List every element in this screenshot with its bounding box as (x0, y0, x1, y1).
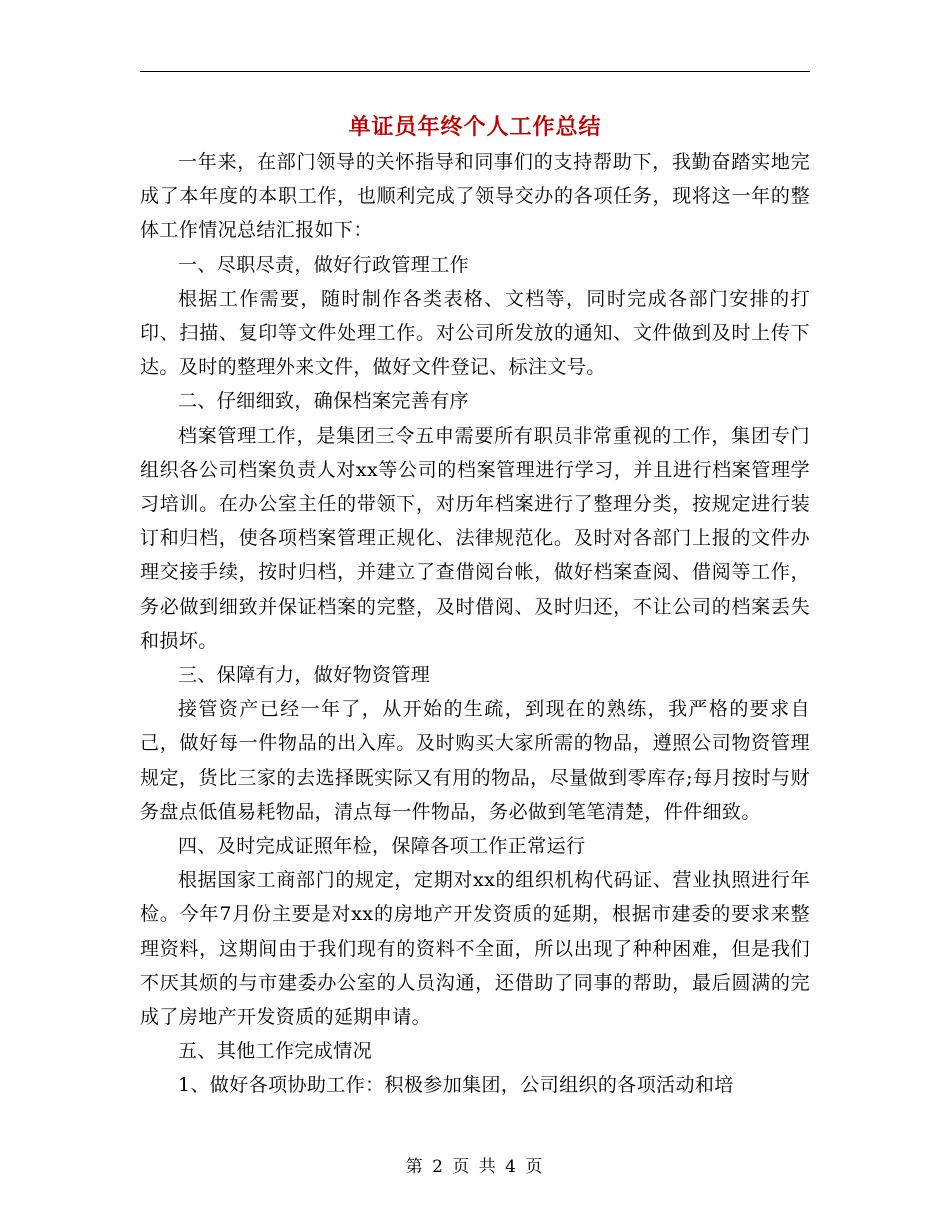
section-heading-1: 一、尽职尽责，做好行政管理工作 (178, 253, 470, 276)
section-body-1: 根据工作需要，随时制作各类表格、文档等，同时完成各部门安排的打印、扫描、复印等文件处理工作。对公司所发放的通知、文件做到及时上传下达。及时的整理外来文件，做好文件登记、标注文号。 (140, 287, 810, 379)
section-heading-3: 三、保障有力，做好物资管理 (178, 664, 431, 687)
section-body-4: 根据国家工商部门的规定，定期对xx的组织机构代码证、营业执照进行年检。今年7月份主要是对xx的房地产开发资质的延期，根据市建委的要求来整理资料，这期间由于我们现有的资料不全面，所以出现了种种困难，但是我们不厌其烦的与市建委办公室的人员沟通，还借助了同事的帮助，最后圆满的完成了房地产开发资质的延期申请。 (140, 869, 810, 1029)
section-heading-5: 五、其他工作完成情况 (178, 1040, 373, 1063)
header-rule (140, 71, 810, 72)
section-body-5: 1、做好各项协助工作：积极参加集团，公司组织的各项活动和培 (178, 1074, 734, 1097)
section-body-2: 档案管理工作，是集团三令五申需要所有职员非常重视的工作，集团专门组织各公司档案负责人对xx等公司的档案管理进行学习，并且进行档案管理学习培训。在办公室主任的带领下，对历年档案进行了整理分类，按规定进行装订和归档，使各项档案管理正规化、法律规范化。及时对各部门上报的文件办理交接手续，按时归档，并建立了查借阅台帐，做好档案查阅、借阅等工作，务必做到细致并保证档案的完整，及时借阅、及时归还，不让公司的档案丢失和损坏。 (140, 424, 810, 652)
intro-paragraph: 一年来，在部门领导的关怀指导和同事们的支持帮助下，我勤奋踏实地完成了本年度的本职工作，也顺利完成了领导交办的各项任务，现将这一年的整体工作情况总结汇报如下： (140, 151, 810, 242)
section-heading-2: 二、仔细细致，确保档案完善有序 (178, 390, 470, 413)
document-body (140, 145, 810, 1103)
section-body-3: 接管资产已经一年了，从开始的生疏，到现在的熟练，我严格的要求自己，做好每一件物品的出入库。及时购买大家所需的物品，遵照公司物资管理规定，货比三家的去选择既实际又有用的物品，尽量做到零库存;每月按时与财务盘点低值易耗物品，清点每一件物品，务必做到笔笔清楚，件件细致。 (140, 698, 810, 823)
page-number: 第 2 页 共 4 页 (405, 1157, 545, 1177)
document-title: 单证员年终个人工作总结 (348, 114, 602, 140)
section-heading-4: 四、及时完成证照年检，保障各项工作正常运行 (178, 835, 586, 858)
